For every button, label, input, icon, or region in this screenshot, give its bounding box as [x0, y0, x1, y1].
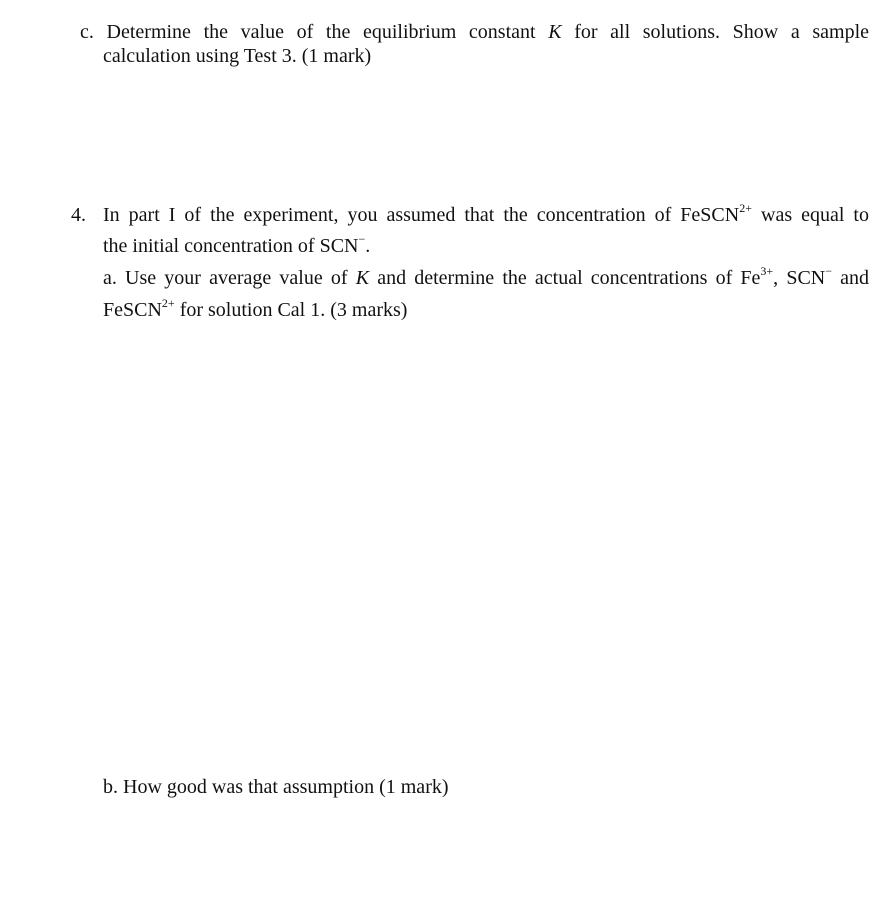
- question-4a-text-b: and determine the actual concentrations of Fe: [377, 267, 761, 289]
- question-4b-label: b.: [103, 776, 118, 798]
- question-4-text-a: In part I of the experiment, you assumed that the concentration of FeSCN: [103, 204, 740, 226]
- question-4b-text: How good was that assumption (1 mark): [123, 776, 449, 798]
- question-3c-line-2: calculation using Test 3. (1 mark): [103, 45, 372, 67]
- question-4a-text-a: Use your average value of: [125, 267, 348, 289]
- average-k-symbol: K: [355, 267, 370, 289]
- equilibrium-constant-symbol: K: [548, 21, 562, 43]
- question-4-text-b: was equal to: [761, 204, 869, 226]
- scn-charge-4a: −: [825, 264, 833, 279]
- question-3c-text-b: for all solutions. Show a sample: [574, 21, 870, 43]
- question-4a-line-1: [103, 266, 869, 290]
- scn-charge: −: [358, 232, 366, 247]
- question-4-line-2: [103, 234, 370, 258]
- question-4a-text-f: for solution Cal 1. (3 marks): [179, 299, 408, 321]
- question-4-number: 4.: [71, 204, 86, 226]
- fescn-charge: 2+: [739, 201, 752, 216]
- question-4a-text-d: and: [840, 267, 870, 289]
- question-4-text-c: the initial concentration of SCN: [103, 235, 359, 257]
- question-4a-text-e: FeSCN: [103, 299, 162, 321]
- fe-charge: 3+: [760, 264, 774, 279]
- fescn-charge-4a: 2+: [161, 296, 175, 311]
- question-3c-text-a: Determine the value of the equilibrium constant: [106, 21, 536, 43]
- question-4b-line: [103, 775, 449, 799]
- question-4a-line-2: [103, 298, 407, 322]
- question-4-period: .: [365, 235, 371, 257]
- question-4a-label: a.: [103, 267, 117, 289]
- question-3c-line-1: [80, 20, 869, 44]
- question-4-line-1: [103, 203, 869, 227]
- question-3c-label: c.: [80, 21, 94, 43]
- question-4a-text-c: , SCN: [773, 267, 826, 289]
